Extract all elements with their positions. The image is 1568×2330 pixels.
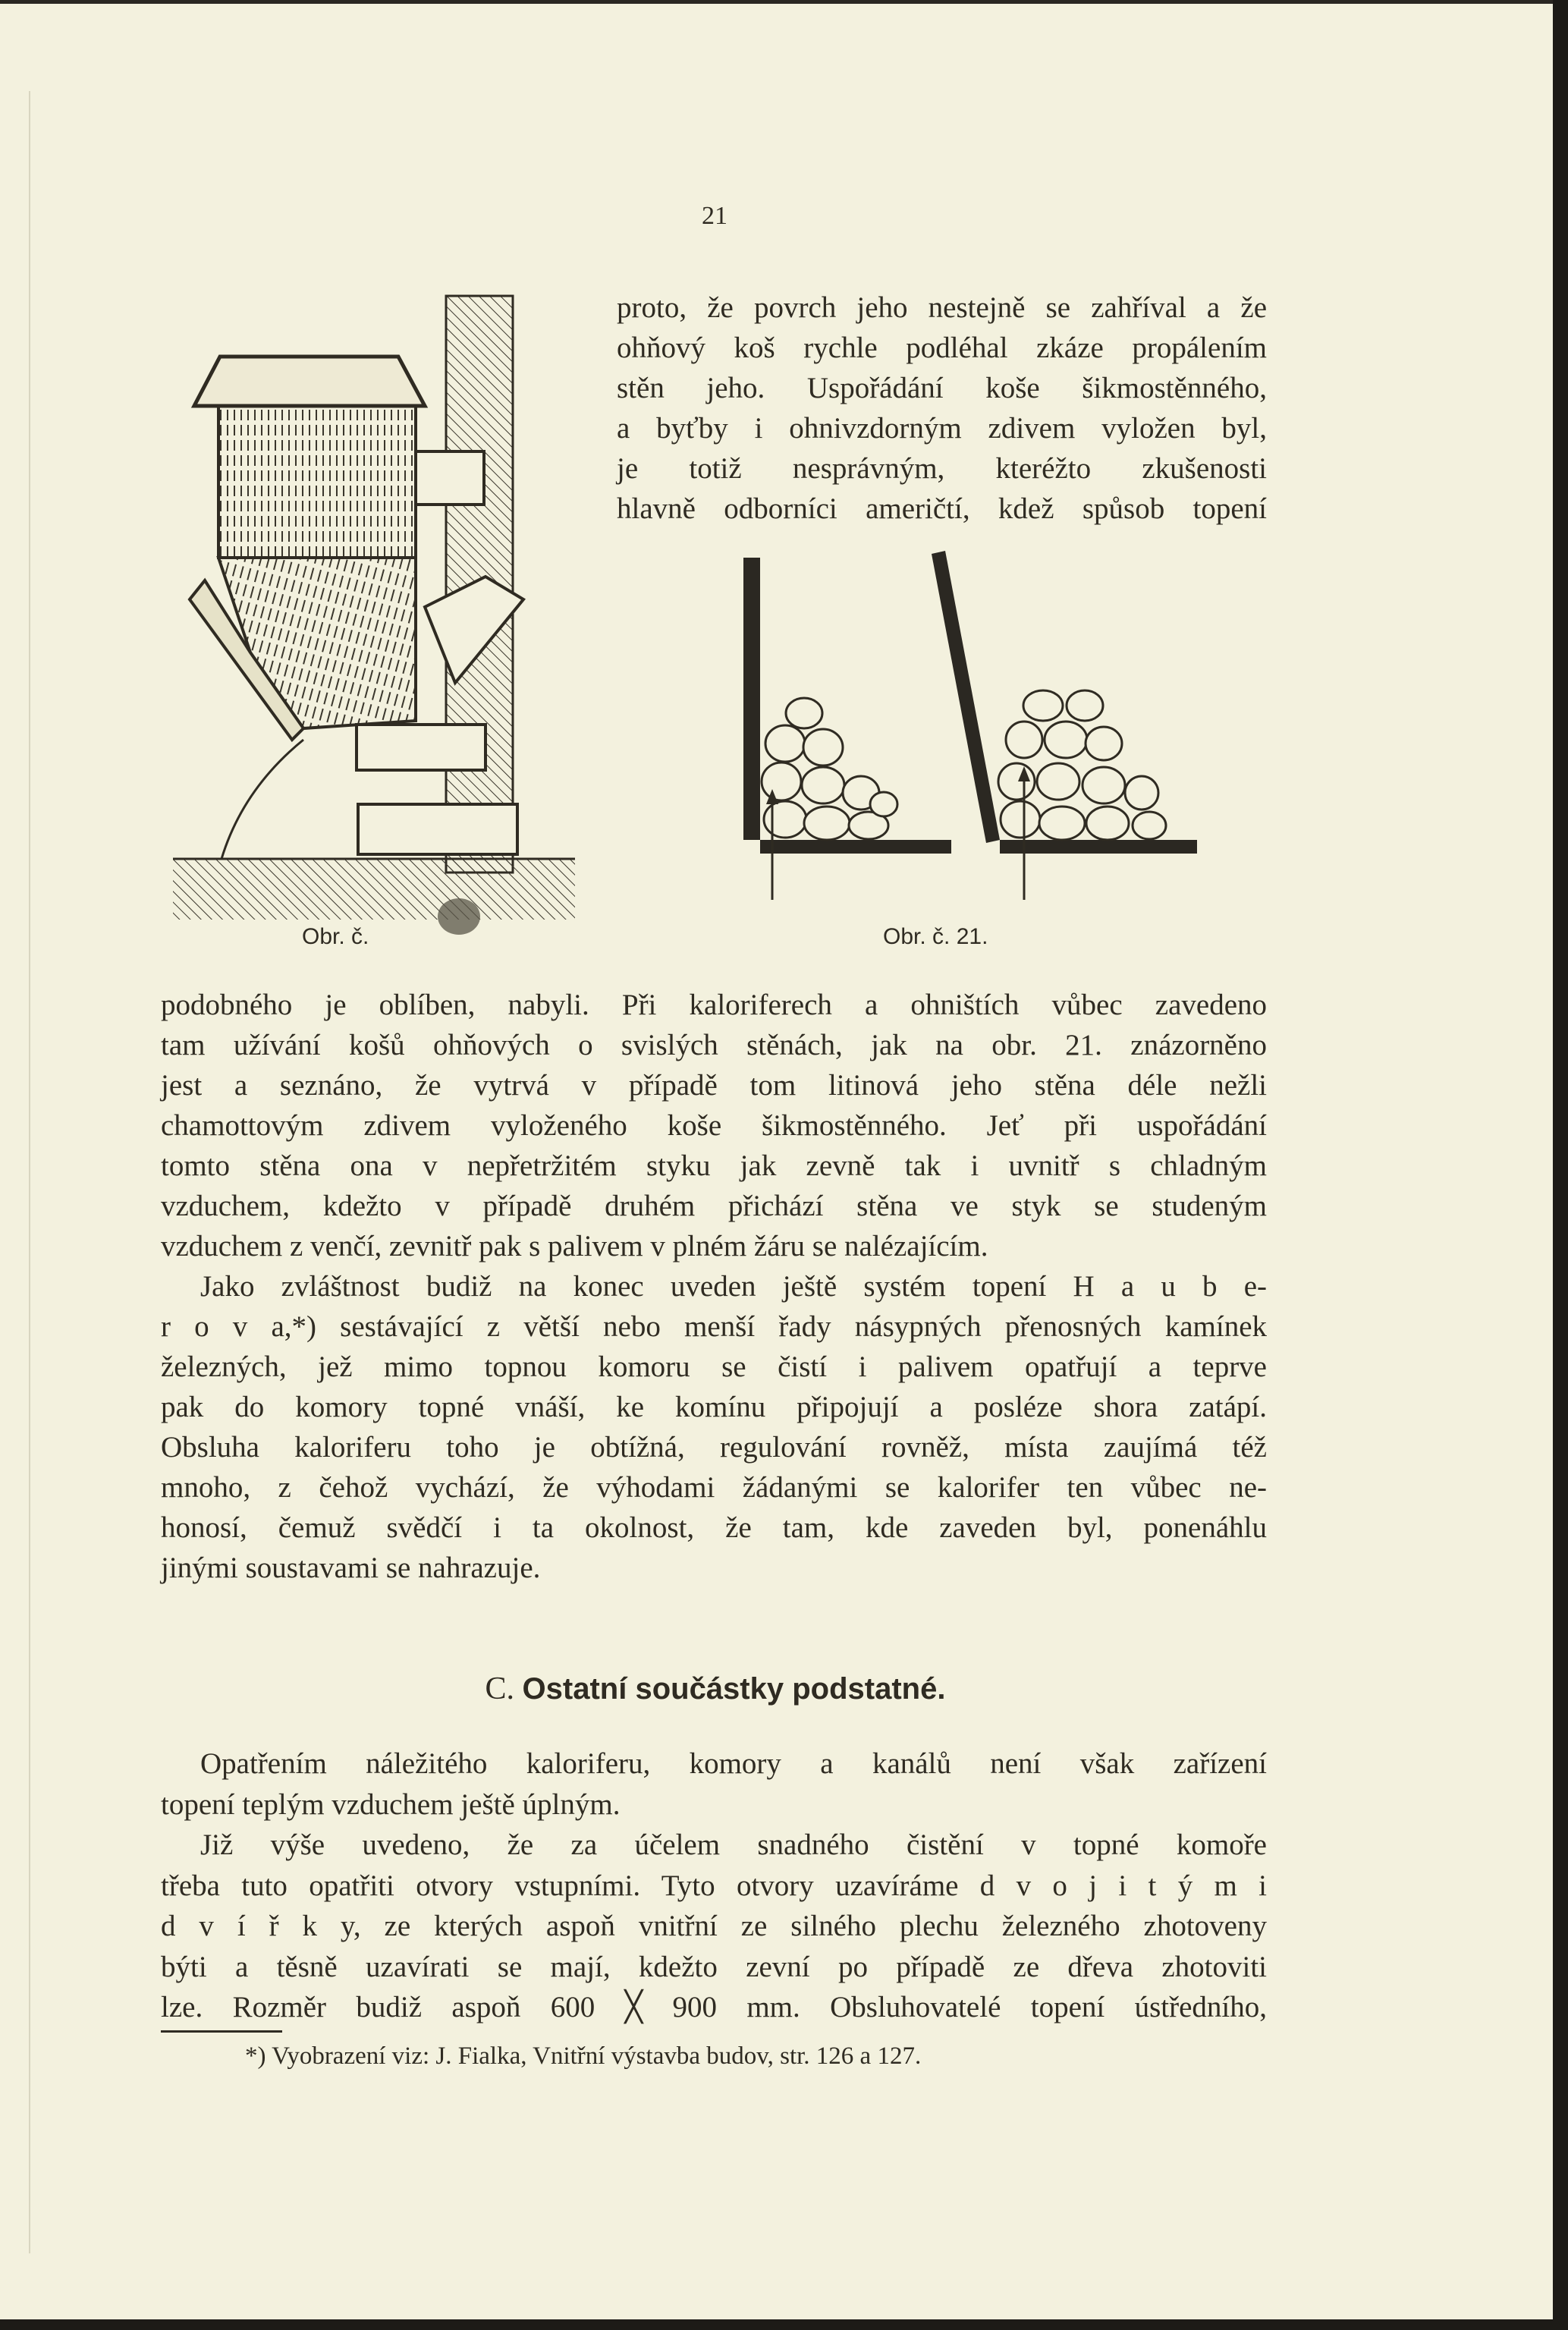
top-right_lines-line: je totiž nesprávným, kteréžto zkušenosti [617,452,1267,485]
paragraph2-line: honosí, čemuž svědčí i ta okolnost, že tam, kde zaveden byl, ponenáhlu [161,1511,1267,1544]
paragraph4-line: býti a těsně uzavírati se mají, kdežto zevní po případě ze dřeva zhotoviti [161,1950,1267,1983]
paragraph3-line: Opatřením náležitého kaloriferu, komory a kanálů není však zařízení [200,1747,1267,1780]
paragraph1-line: tam užívání košů ohňových o svislých stěnách, jak na obr. 21. znázorněno [161,1029,1267,1061]
section-heading [0,1671,1431,1707]
top-right_lines-line: stěn jeho. Uspořádání koše šikmostěnného, [617,372,1267,404]
section-heading-prefix: C. [485,1671,515,1706]
paragraph1-line: vzduchem, kdežto v případě druhém přichází stěna ve styk se studeným [161,1190,1267,1222]
page-number: 21 [702,202,727,230]
top-right_lines-line: proto, že povrch jeho nestejně se zahříval a že [617,291,1267,324]
footnote-rule [161,2030,282,2033]
paragraph2-line: jinými soustavami se nahrazuje. [161,1552,541,1584]
paragraph3-line: topení teplým vzduchem ještě úplným. [161,1788,621,1821]
paragraph4-line: Již výše uvedeno, že za účelem snadného čistění v topné komoře [200,1828,1267,1861]
paragraph4-line: lze. Rozměr budiž aspoň 600 ╳ 900 mm. Obsluhovatelé topení ústředního, [161,1991,1267,2023]
paragraph4-line: d v í ř k y, ze kterých aspoň vnitřní ze silného plechu železného zhotoveny [161,1910,1267,1942]
top-right_lines-line: ohňový koš rychle podléhal zkáze propálením [617,332,1267,364]
top-right_lines-line: a byťby i ohnivzdorným zdivem vyložen byl, [617,412,1267,445]
paragraph1-line: vzduchem z venčí, zevnitř pak s palivem v plném žáru se nalézajícím. [161,1230,988,1262]
paragraph2-line: Jako zvláštnost budiž na konec uveden ještě systém topení H a u b e- [200,1270,1267,1303]
furnace-figure [173,296,575,935]
paragraph1-line: podobného je oblíben, nabyli. Při kaloriferech a ohništích vůbec zavedeno [161,989,1267,1021]
figure-caption-right: Obr. č. 21. [883,924,988,949]
top-right_lines-line: hlavně odborníci američtí, kdež spůsob topení [617,492,1267,525]
paragraph1-line: chamottovým zdivem vyloženého koše šikmostěnného. Jeť při uspořádání [161,1109,1267,1142]
section-heading-title: Ostatní součástky podstatné. [522,1672,946,1706]
paragraph1-line: jest a seznáno, že vytrvá v případě tom litinová jeho stěna déle nežli [161,1069,1267,1102]
paragraph1-line: tomto stěna ona v nepřetržitém styku jak zevně tak i uvnitř s chladným [161,1149,1267,1182]
slanted-basket-figure [932,551,1197,900]
paragraph2-line: železných, jež mimo topnou komoru se čistí i palivem opatřují a teprve [161,1351,1267,1383]
figure-caption-left: Obr. č. [302,924,369,949]
paragraph2-line: r o v a,*) sestávající z větší nebo menší řady násypných přenosných kamínek [161,1310,1267,1343]
footnote: *) Vyobrazení viz: J. Fialka, Vnitřní výstavba budov, str. 126 a 127. [245,2042,922,2070]
paragraph2-line: pak do komory topné vnáší, ke komínu připojují a posléze shora zatápí. [161,1391,1267,1423]
paragraph2-line: Obsluha kaloriferu toho je obtížná, regulování rovněž, místa zaujímá též [161,1431,1267,1464]
paragraph2-line: mnoho, z čehož vychází, že výhodami žádanými se kalorifer ten vůbec ne- [161,1471,1267,1504]
vertical-basket-figure [743,558,951,900]
ink-smudge [438,898,480,935]
paragraph4-line: třeba tuto opatřiti otvory vstupními. Tyto otvory uzavíráme d v o j i t ý m i [161,1869,1267,1902]
